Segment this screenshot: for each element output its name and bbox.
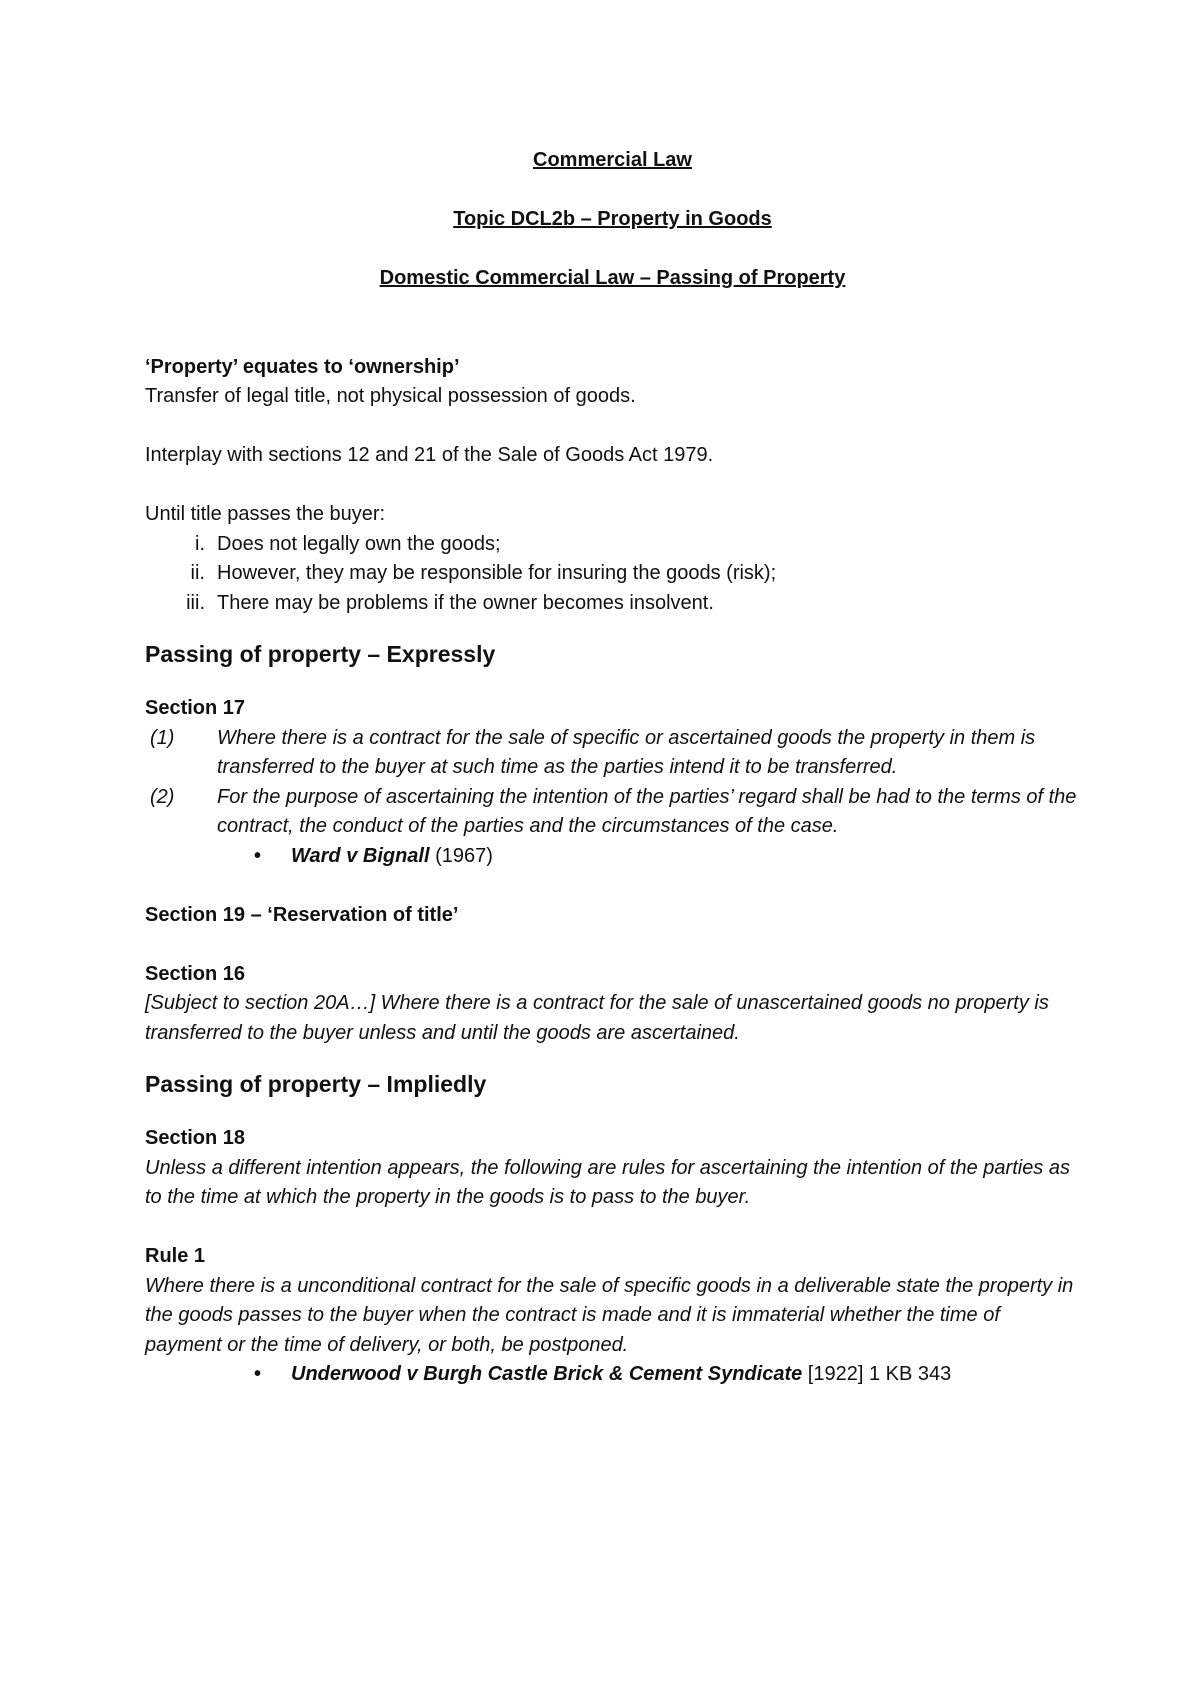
interplay-text: Interplay with sections 12 and 21 of the Sale of Goods Act 1979. [145,444,714,466]
section-18-text: Unless a different intention appears, the following are rules for ascertaining the intention of the parties as to the time at which the property in the goods is to pass to the buyer. [145,1156,1070,1208]
case-name: Underwood v Burgh Castle Brick & Cement Syndicate [291,1363,803,1385]
list-text: There may be problems if the owner becomes insolvent. [217,591,714,614]
section-19-label: Section 19 – ‘Reservation of title’ [145,903,459,926]
topic-title: Topic DCL2b – Property in Goods [453,208,772,230]
case-citation: (1967) [429,844,493,867]
heading-expressly: Passing of property – Expressly [145,641,496,667]
case-citation: [1922] 1 KB 343 [802,1363,952,1385]
subsection-text: Where there is a contract for the sale of specific or ascertained goods the property in them is transferred to the buyer at such time as the parties intend it to be transferred. [217,726,1036,778]
section-17-label: Section 17 [145,697,246,719]
document-content [145,146,1080,1390]
rule-1-text: Where there is a unconditional contract for the sale of specific goods in a deliverable state the property in the goods passes to the buyer when the contract is made and it is immaterial whether the time of payment or the time of delivery, or both, be postponed. [145,1274,1074,1356]
case-ward-v-bignall [145,842,1080,872]
list-text: Does not legally own the goods; [217,532,501,555]
subsection-number: (2) [150,785,175,808]
bullet-icon: • [254,844,262,867]
section-17-subsection-1 [145,724,1080,783]
intro-heading: ‘Property’ equates to ‘ownership’ [145,355,460,378]
rule-1-label: Rule 1 [145,1245,206,1267]
case-name: Ward v Bignall [291,844,430,867]
document-title: Commercial Law [533,149,692,171]
section-16-text: [Subject to section 20A…] Where there is a contract for the sale of unascertained goods no property is transferred to the buyer unless and until the goods are ascertained. [145,992,1049,1044]
section-17-subsection-2 [145,783,1080,842]
heading-impliedly: Passing of property – Impliedly [145,1071,487,1097]
section-16-label: Section 16 [145,962,246,985]
list-text: However, they may be responsible for insuring the goods (risk); [217,562,777,584]
list-item [145,589,1080,619]
bullet-icon: • [254,1363,262,1385]
case-underwood [145,1360,1080,1390]
section-18-label: Section 18 [145,1127,246,1149]
until-title-text: Until title passes the buyer: [145,503,386,525]
intro-line: Transfer of legal title, not physical possession of goods. [145,385,636,407]
subsection-text: For the purpose of ascertaining the intention of the parties’ regard shall be had to the terms of the contract, the conduct of the parties and the circumstances of the case. [217,785,1077,837]
subsection-number: (1) [150,726,175,749]
list-item [145,559,1080,589]
buyer-list [145,530,1080,619]
list-number: ii. [190,562,205,584]
list-number: iii. [186,591,205,614]
list-number: i. [195,532,205,555]
list-item [145,530,1080,560]
document-subtitle: Domestic Commercial Law – Passing of Property [379,267,846,289]
